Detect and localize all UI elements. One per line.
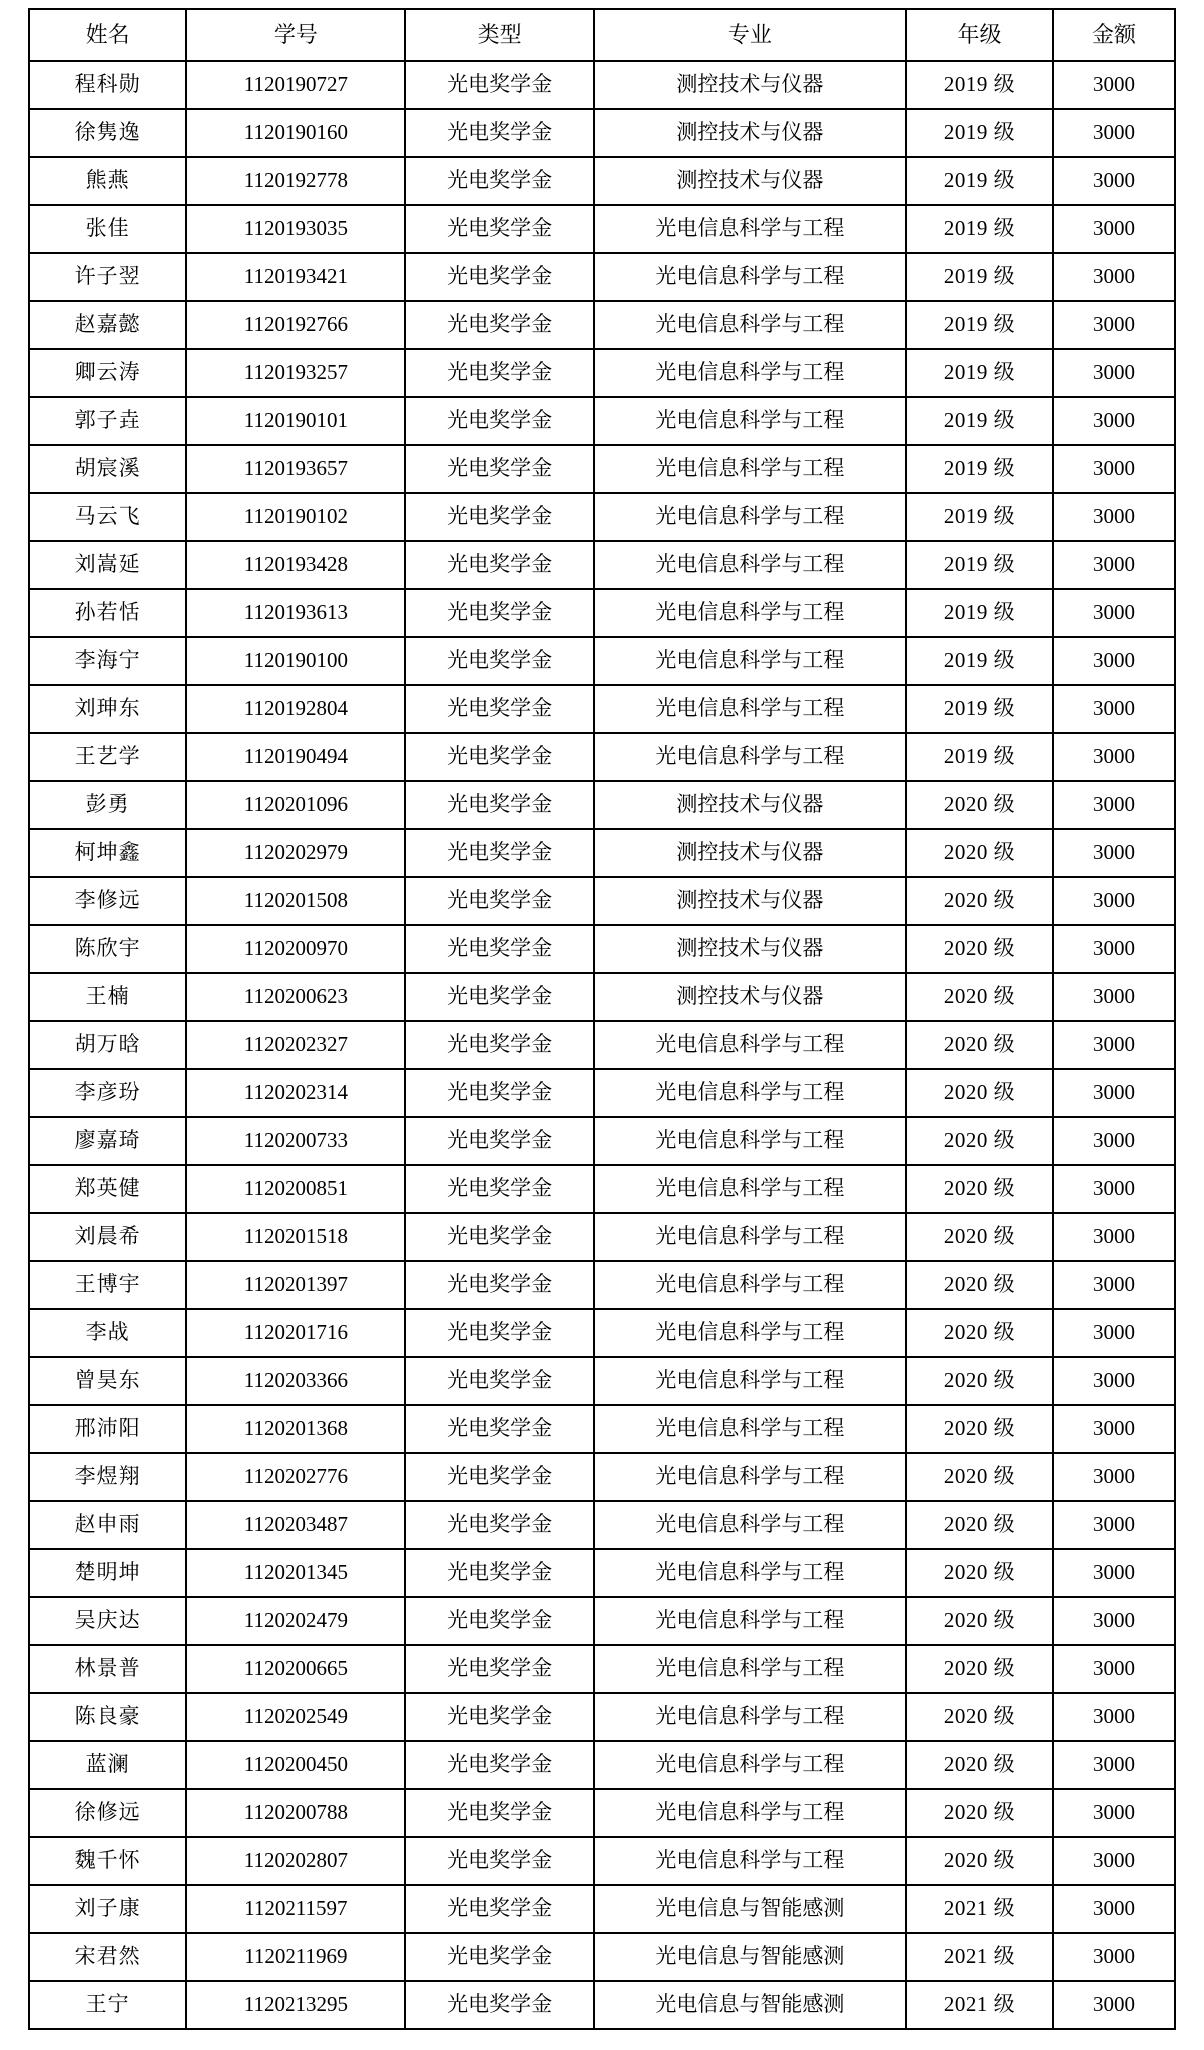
cell-type: 光电奖学金	[405, 1741, 593, 1789]
cell-name: 徐修远	[29, 1789, 186, 1837]
cell-amount: 3000	[1053, 1837, 1175, 1885]
cell-type: 光电奖学金	[405, 781, 593, 829]
cell-grade: 2019 级	[906, 733, 1053, 781]
cell-type: 光电奖学金	[405, 349, 593, 397]
cell-type: 光电奖学金	[405, 1837, 593, 1885]
cell-amount: 3000	[1053, 1405, 1175, 1453]
cell-major: 测控技术与仪器	[594, 973, 906, 1021]
cell-type: 光电奖学金	[405, 1645, 593, 1693]
cell-major: 光电信息科学与工程	[594, 1261, 906, 1309]
cell-amount: 3000	[1053, 1357, 1175, 1405]
cell-amount: 3000	[1053, 397, 1175, 445]
cell-amount: 3000	[1053, 349, 1175, 397]
cell-student-id: 1120200623	[186, 973, 405, 1021]
table-row	[29, 877, 1175, 925]
cell-major: 光电信息科学与工程	[594, 1405, 906, 1453]
cell-grade: 2021 级	[906, 1885, 1053, 1933]
cell-grade: 2019 级	[906, 637, 1053, 685]
table-row	[29, 1549, 1175, 1597]
table-row	[29, 1645, 1175, 1693]
column-header-grade: 年级	[906, 9, 1053, 61]
cell-name: 胡宸溪	[29, 445, 186, 493]
cell-student-id: 1120202979	[186, 829, 405, 877]
cell-grade: 2019 级	[906, 445, 1053, 493]
cell-name: 徐隽逸	[29, 109, 186, 157]
table-row	[29, 1165, 1175, 1213]
table-row	[29, 1069, 1175, 1117]
cell-name: 王楠	[29, 973, 186, 1021]
cell-student-id: 1120201096	[186, 781, 405, 829]
cell-grade: 2020 级	[906, 1501, 1053, 1549]
cell-grade: 2020 级	[906, 1069, 1053, 1117]
table-row	[29, 829, 1175, 877]
cell-major: 测控技术与仪器	[594, 157, 906, 205]
cell-name: 孙若恬	[29, 589, 186, 637]
cell-amount: 3000	[1053, 1789, 1175, 1837]
cell-amount: 3000	[1053, 733, 1175, 781]
cell-grade: 2019 级	[906, 205, 1053, 253]
table-header-row	[29, 9, 1175, 61]
cell-student-id: 1120193421	[186, 253, 405, 301]
cell-grade: 2020 级	[906, 973, 1053, 1021]
cell-amount: 3000	[1053, 253, 1175, 301]
table-row	[29, 1213, 1175, 1261]
cell-student-id: 1120190160	[186, 109, 405, 157]
cell-grade: 2020 级	[906, 1453, 1053, 1501]
table-row	[29, 541, 1175, 589]
cell-name: 郭子垚	[29, 397, 186, 445]
cell-student-id: 1120201508	[186, 877, 405, 925]
cell-type: 光电奖学金	[405, 1213, 593, 1261]
cell-type: 光电奖学金	[405, 1981, 593, 2029]
cell-name: 魏千怀	[29, 1837, 186, 1885]
cell-grade: 2019 级	[906, 157, 1053, 205]
cell-major: 光电信息科学与工程	[594, 733, 906, 781]
table-row	[29, 733, 1175, 781]
cell-student-id: 1120192778	[186, 157, 405, 205]
cell-grade: 2019 级	[906, 685, 1053, 733]
cell-student-id: 1120201716	[186, 1309, 405, 1357]
cell-type: 光电奖学金	[405, 541, 593, 589]
cell-grade: 2020 级	[906, 1309, 1053, 1357]
cell-amount: 3000	[1053, 541, 1175, 589]
cell-amount: 3000	[1053, 1597, 1175, 1645]
cell-name: 李煜翔	[29, 1453, 186, 1501]
cell-type: 光电奖学金	[405, 493, 593, 541]
cell-student-id: 1120202807	[186, 1837, 405, 1885]
cell-name: 王艺学	[29, 733, 186, 781]
cell-student-id: 1120190727	[186, 61, 405, 109]
cell-name: 张佳	[29, 205, 186, 253]
cell-grade: 2020 级	[906, 1549, 1053, 1597]
cell-name: 曾昊东	[29, 1357, 186, 1405]
cell-major: 光电信息科学与工程	[594, 1501, 906, 1549]
table-row	[29, 253, 1175, 301]
cell-amount: 3000	[1053, 1981, 1175, 2029]
cell-amount: 3000	[1053, 1885, 1175, 1933]
cell-name: 柯坤鑫	[29, 829, 186, 877]
table-row	[29, 925, 1175, 973]
cell-major: 光电信息科学与工程	[594, 1165, 906, 1213]
cell-grade: 2020 级	[906, 925, 1053, 973]
cell-type: 光电奖学金	[405, 1885, 593, 1933]
cell-amount: 3000	[1053, 1261, 1175, 1309]
cell-student-id: 1120192804	[186, 685, 405, 733]
table-row	[29, 1501, 1175, 1549]
cell-grade: 2020 级	[906, 1165, 1053, 1213]
cell-amount: 3000	[1053, 781, 1175, 829]
cell-student-id: 1120193657	[186, 445, 405, 493]
cell-name: 刘嵩延	[29, 541, 186, 589]
cell-major: 光电信息科学与工程	[594, 445, 906, 493]
cell-amount: 3000	[1053, 589, 1175, 637]
cell-grade: 2020 级	[906, 1021, 1053, 1069]
cell-major: 光电信息科学与工程	[594, 541, 906, 589]
table-row	[29, 493, 1175, 541]
table-row	[29, 1021, 1175, 1069]
cell-grade: 2020 级	[906, 1741, 1053, 1789]
cell-student-id: 1120211969	[186, 1933, 405, 1981]
cell-grade: 2020 级	[906, 1645, 1053, 1693]
cell-student-id: 1120190102	[186, 493, 405, 541]
cell-amount: 3000	[1053, 685, 1175, 733]
cell-major: 测控技术与仪器	[594, 61, 906, 109]
cell-name: 李战	[29, 1309, 186, 1357]
cell-grade: 2020 级	[906, 877, 1053, 925]
cell-grade: 2019 级	[906, 541, 1053, 589]
cell-name: 李海宁	[29, 637, 186, 685]
cell-name: 李修远	[29, 877, 186, 925]
cell-student-id: 1120193257	[186, 349, 405, 397]
cell-grade: 2020 级	[906, 1117, 1053, 1165]
cell-major: 光电信息科学与工程	[594, 301, 906, 349]
cell-student-id: 1120202314	[186, 1069, 405, 1117]
cell-amount: 3000	[1053, 205, 1175, 253]
cell-student-id: 1120201368	[186, 1405, 405, 1453]
cell-type: 光电奖学金	[405, 877, 593, 925]
column-header-type: 类型	[405, 9, 593, 61]
table-row	[29, 349, 1175, 397]
cell-amount: 3000	[1053, 1021, 1175, 1069]
cell-amount: 3000	[1053, 973, 1175, 1021]
cell-type: 光电奖学金	[405, 253, 593, 301]
cell-major: 光电信息科学与工程	[594, 1357, 906, 1405]
cell-grade: 2019 级	[906, 589, 1053, 637]
cell-type: 光电奖学金	[405, 1789, 593, 1837]
cell-student-id: 1120201345	[186, 1549, 405, 1597]
cell-grade: 2020 级	[906, 829, 1053, 877]
cell-grade: 2020 级	[906, 1597, 1053, 1645]
cell-grade: 2020 级	[906, 1789, 1053, 1837]
cell-student-id: 1120200450	[186, 1741, 405, 1789]
cell-amount: 3000	[1053, 1165, 1175, 1213]
cell-type: 光电奖学金	[405, 637, 593, 685]
table-row	[29, 781, 1175, 829]
cell-name: 卿云涛	[29, 349, 186, 397]
cell-name: 陈欣宇	[29, 925, 186, 973]
cell-name: 林景普	[29, 1645, 186, 1693]
cell-major: 光电信息科学与工程	[594, 589, 906, 637]
cell-type: 光电奖学金	[405, 1693, 593, 1741]
cell-type: 光电奖学金	[405, 1549, 593, 1597]
cell-student-id: 1120200788	[186, 1789, 405, 1837]
table-row	[29, 1885, 1175, 1933]
table-row	[29, 1981, 1175, 2029]
table-row	[29, 397, 1175, 445]
cell-amount: 3000	[1053, 301, 1175, 349]
cell-type: 光电奖学金	[405, 157, 593, 205]
table-row	[29, 637, 1175, 685]
cell-major: 光电信息科学与工程	[594, 685, 906, 733]
scholarship-table	[28, 8, 1176, 2030]
cell-name: 赵申雨	[29, 1501, 186, 1549]
cell-student-id: 1120201518	[186, 1213, 405, 1261]
cell-type: 光电奖学金	[405, 1309, 593, 1357]
table-row	[29, 109, 1175, 157]
cell-student-id: 1120192766	[186, 301, 405, 349]
table-row	[29, 445, 1175, 493]
cell-amount: 3000	[1053, 109, 1175, 157]
cell-student-id: 1120200851	[186, 1165, 405, 1213]
cell-student-id: 1120213295	[186, 1981, 405, 2029]
cell-grade: 2020 级	[906, 1213, 1053, 1261]
cell-major: 光电信息科学与工程	[594, 205, 906, 253]
cell-name: 李彦玢	[29, 1069, 186, 1117]
cell-student-id: 1120202479	[186, 1597, 405, 1645]
cell-name: 程科勋	[29, 61, 186, 109]
table-header	[29, 9, 1175, 61]
table-row	[29, 1453, 1175, 1501]
cell-student-id: 1120200970	[186, 925, 405, 973]
cell-type: 光电奖学金	[405, 1501, 593, 1549]
cell-major: 光电信息与智能感测	[594, 1981, 906, 2029]
cell-amount: 3000	[1053, 1645, 1175, 1693]
table-row	[29, 1117, 1175, 1165]
cell-name: 刘珅东	[29, 685, 186, 733]
table-row	[29, 1405, 1175, 1453]
cell-grade: 2020 级	[906, 1261, 1053, 1309]
cell-grade: 2020 级	[906, 781, 1053, 829]
cell-major: 光电信息与智能感测	[594, 1885, 906, 1933]
cell-grade: 2020 级	[906, 1405, 1053, 1453]
cell-student-id: 1120211597	[186, 1885, 405, 1933]
cell-major: 光电信息科学与工程	[594, 1693, 906, 1741]
cell-major: 光电信息科学与工程	[594, 349, 906, 397]
cell-amount: 3000	[1053, 1453, 1175, 1501]
cell-major: 光电信息科学与工程	[594, 397, 906, 445]
cell-type: 光电奖学金	[405, 205, 593, 253]
table-row	[29, 1933, 1175, 1981]
cell-type: 光电奖学金	[405, 1357, 593, 1405]
cell-amount: 3000	[1053, 925, 1175, 973]
table-row	[29, 685, 1175, 733]
table-row	[29, 1261, 1175, 1309]
cell-grade: 2019 级	[906, 61, 1053, 109]
cell-grade: 2019 级	[906, 253, 1053, 301]
cell-type: 光电奖学金	[405, 1021, 593, 1069]
cell-amount: 3000	[1053, 637, 1175, 685]
cell-name: 邢沛阳	[29, 1405, 186, 1453]
cell-name: 陈良豪	[29, 1693, 186, 1741]
cell-grade: 2019 级	[906, 397, 1053, 445]
column-header-student-id: 学号	[186, 9, 405, 61]
table-row	[29, 1357, 1175, 1405]
cell-type: 光电奖学金	[405, 1597, 593, 1645]
cell-amount: 3000	[1053, 829, 1175, 877]
table-row	[29, 1789, 1175, 1837]
cell-grade: 2019 级	[906, 109, 1053, 157]
cell-major: 光电信息科学与工程	[594, 637, 906, 685]
cell-student-id: 1120190494	[186, 733, 405, 781]
cell-name: 刘晨希	[29, 1213, 186, 1261]
cell-grade: 2019 级	[906, 349, 1053, 397]
cell-name: 楚明坤	[29, 1549, 186, 1597]
cell-name: 蓝澜	[29, 1741, 186, 1789]
cell-major: 光电信息与智能感测	[594, 1933, 906, 1981]
cell-major: 光电信息科学与工程	[594, 1213, 906, 1261]
cell-major: 测控技术与仪器	[594, 877, 906, 925]
cell-name: 宋君然	[29, 1933, 186, 1981]
cell-student-id: 1120190100	[186, 637, 405, 685]
cell-grade: 2019 级	[906, 493, 1053, 541]
table-row	[29, 973, 1175, 1021]
cell-grade: 2020 级	[906, 1693, 1053, 1741]
cell-amount: 3000	[1053, 61, 1175, 109]
cell-grade: 2020 级	[906, 1837, 1053, 1885]
cell-type: 光电奖学金	[405, 109, 593, 157]
cell-student-id: 1120193035	[186, 205, 405, 253]
cell-amount: 3000	[1053, 1933, 1175, 1981]
table-row	[29, 1741, 1175, 1789]
cell-type: 光电奖学金	[405, 397, 593, 445]
cell-name: 廖嘉琦	[29, 1117, 186, 1165]
cell-type: 光电奖学金	[405, 1117, 593, 1165]
cell-amount: 3000	[1053, 1549, 1175, 1597]
cell-type: 光电奖学金	[405, 445, 593, 493]
cell-amount: 3000	[1053, 1069, 1175, 1117]
table-row	[29, 157, 1175, 205]
cell-type: 光电奖学金	[405, 301, 593, 349]
cell-type: 光电奖学金	[405, 1453, 593, 1501]
cell-amount: 3000	[1053, 1501, 1175, 1549]
cell-amount: 3000	[1053, 1693, 1175, 1741]
cell-major: 光电信息科学与工程	[594, 1069, 906, 1117]
cell-amount: 3000	[1053, 877, 1175, 925]
cell-grade: 2019 级	[906, 301, 1053, 349]
cell-name: 彭勇	[29, 781, 186, 829]
cell-grade: 2020 级	[906, 1357, 1053, 1405]
cell-major: 光电信息科学与工程	[594, 1453, 906, 1501]
cell-type: 光电奖学金	[405, 1261, 593, 1309]
cell-type: 光电奖学金	[405, 925, 593, 973]
table-row	[29, 205, 1175, 253]
cell-major: 测控技术与仪器	[594, 925, 906, 973]
cell-type: 光电奖学金	[405, 1933, 593, 1981]
cell-major: 光电信息科学与工程	[594, 1645, 906, 1693]
cell-type: 光电奖学金	[405, 1069, 593, 1117]
cell-student-id: 1120190101	[186, 397, 405, 445]
cell-major: 测控技术与仪器	[594, 781, 906, 829]
cell-amount: 3000	[1053, 1117, 1175, 1165]
cell-major: 光电信息科学与工程	[594, 1837, 906, 1885]
cell-type: 光电奖学金	[405, 61, 593, 109]
cell-amount: 3000	[1053, 1741, 1175, 1789]
cell-name: 许子翌	[29, 253, 186, 301]
cell-name: 马云飞	[29, 493, 186, 541]
cell-amount: 3000	[1053, 445, 1175, 493]
cell-student-id: 1120202549	[186, 1693, 405, 1741]
cell-name: 吴庆达	[29, 1597, 186, 1645]
cell-major: 光电信息科学与工程	[594, 493, 906, 541]
table-row	[29, 1597, 1175, 1645]
cell-major: 光电信息科学与工程	[594, 1597, 906, 1645]
cell-type: 光电奖学金	[405, 829, 593, 877]
cell-name: 熊燕	[29, 157, 186, 205]
table-row	[29, 61, 1175, 109]
cell-major: 光电信息科学与工程	[594, 1117, 906, 1165]
table-body	[29, 61, 1175, 2029]
column-header-major: 专业	[594, 9, 906, 61]
cell-major: 光电信息科学与工程	[594, 1309, 906, 1357]
cell-type: 光电奖学金	[405, 589, 593, 637]
cell-type: 光电奖学金	[405, 685, 593, 733]
column-header-name: 姓名	[29, 9, 186, 61]
cell-name: 王博宇	[29, 1261, 186, 1309]
cell-student-id: 1120202327	[186, 1021, 405, 1069]
column-header-amount: 金额	[1053, 9, 1175, 61]
table-row	[29, 1837, 1175, 1885]
cell-major: 光电信息科学与工程	[594, 1789, 906, 1837]
cell-student-id: 1120200733	[186, 1117, 405, 1165]
cell-major: 测控技术与仪器	[594, 109, 906, 157]
table-row	[29, 1309, 1175, 1357]
cell-student-id: 1120202776	[186, 1453, 405, 1501]
cell-student-id: 1120200665	[186, 1645, 405, 1693]
cell-amount: 3000	[1053, 157, 1175, 205]
cell-amount: 3000	[1053, 493, 1175, 541]
cell-major: 光电信息科学与工程	[594, 253, 906, 301]
table-row	[29, 301, 1175, 349]
cell-student-id: 1120203487	[186, 1501, 405, 1549]
cell-amount: 3000	[1053, 1309, 1175, 1357]
cell-name: 王宁	[29, 1981, 186, 2029]
cell-grade: 2021 级	[906, 1933, 1053, 1981]
cell-student-id: 1120201397	[186, 1261, 405, 1309]
cell-major: 光电信息科学与工程	[594, 1741, 906, 1789]
cell-major: 光电信息科学与工程	[594, 1549, 906, 1597]
cell-student-id: 1120203366	[186, 1357, 405, 1405]
table-row	[29, 1693, 1175, 1741]
cell-type: 光电奖学金	[405, 1165, 593, 1213]
cell-student-id: 1120193613	[186, 589, 405, 637]
cell-name: 赵嘉懿	[29, 301, 186, 349]
cell-type: 光电奖学金	[405, 973, 593, 1021]
cell-name: 郑英健	[29, 1165, 186, 1213]
cell-student-id: 1120193428	[186, 541, 405, 589]
cell-amount: 3000	[1053, 1213, 1175, 1261]
table-row	[29, 589, 1175, 637]
cell-major: 测控技术与仪器	[594, 829, 906, 877]
cell-name: 刘子康	[29, 1885, 186, 1933]
cell-grade: 2021 级	[906, 1981, 1053, 2029]
cell-type: 光电奖学金	[405, 1405, 593, 1453]
cell-name: 胡万晗	[29, 1021, 186, 1069]
cell-type: 光电奖学金	[405, 733, 593, 781]
cell-major: 光电信息科学与工程	[594, 1021, 906, 1069]
